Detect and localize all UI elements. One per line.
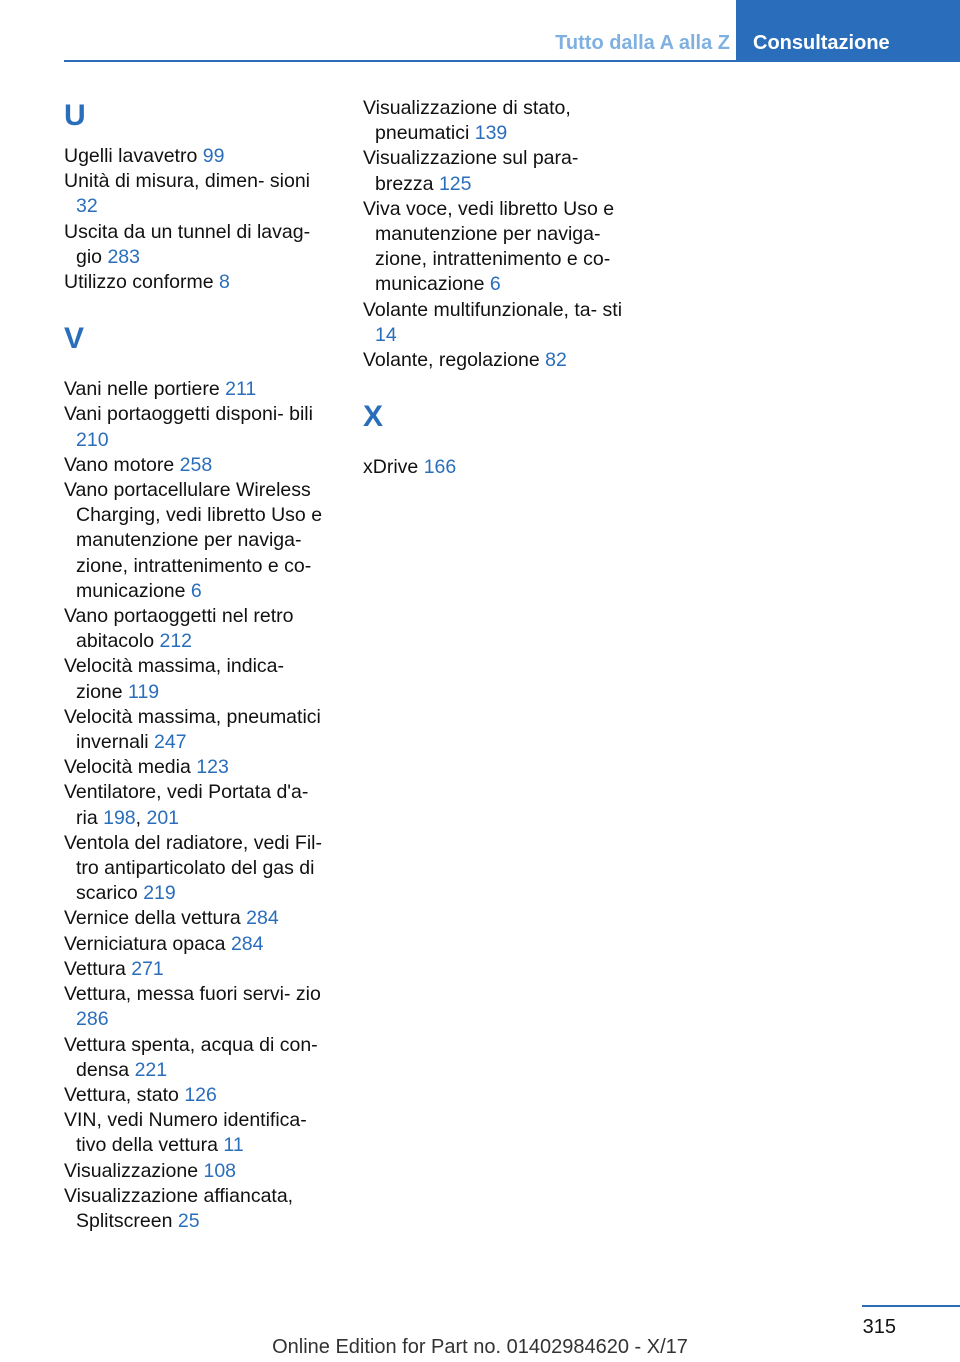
index-entry — [64, 1159, 334, 1184]
index-entry — [64, 270, 334, 295]
page-link[interactable]: 198 — [103, 806, 136, 829]
page-link[interactable]: 14 — [375, 323, 397, 346]
index-group — [363, 391, 633, 480]
entry-text: Vettura — [64, 957, 126, 980]
entry-text: Visualizzazione di stato, pneumatici — [363, 97, 571, 145]
entry-text: VIN, vedi Numero identifica‐ tivo della vettura — [64, 1109, 307, 1157]
index-entry — [64, 654, 334, 704]
entry-text: Volante multifunzionale, ta‐ sti — [363, 298, 623, 321]
page-link[interactable]: 201 — [146, 806, 180, 829]
entry-text: Ventola del radiatore, vedi Fil‐ tro antiparticolato del gas di scarico — [64, 831, 322, 905]
entry-text: xDrive — [363, 456, 419, 479]
page-link[interactable]: 258 — [179, 453, 213, 476]
index-entry — [64, 377, 334, 402]
index-entry: Ventilatore, vedi Portata d'a‐ ria 198, 201 — [64, 781, 309, 829]
page-number-rule — [862, 1305, 960, 1307]
index-entry — [363, 348, 633, 373]
entry-text: Visualizzazione sul para‐ brezza — [363, 147, 579, 195]
index-entry — [64, 982, 334, 1032]
index-entry — [64, 932, 334, 957]
index-entry — [64, 906, 334, 931]
index-entry — [64, 831, 334, 907]
index-entry — [64, 1108, 334, 1158]
page-link[interactable]: 125 — [438, 172, 472, 195]
entry-text: Visualizzazione — [64, 1159, 199, 1182]
index-entry — [64, 453, 334, 478]
page-link[interactable]: 11 — [223, 1134, 244, 1157]
entry-text: Velocità massima, indica‐ zione — [64, 655, 285, 703]
index-entry — [363, 146, 633, 196]
index-column-right — [363, 96, 633, 498]
index-entry — [64, 402, 334, 452]
entry-text: Vani nelle portiere — [64, 378, 220, 401]
index-entry — [64, 169, 334, 219]
index-entry — [64, 755, 334, 780]
chapter-tab: Consultazione — [736, 0, 960, 61]
index-entry — [64, 1184, 334, 1234]
edition-footer: Online Edition for Part no. 01402984620 - X/17 — [272, 1336, 688, 1358]
page-link[interactable]: 221 — [134, 1058, 168, 1081]
entry-text: Verniciatura opaca — [64, 932, 226, 955]
page-link[interactable]: 99 — [202, 145, 225, 167]
index-entry — [64, 1083, 334, 1108]
index-entry — [363, 96, 633, 146]
index-column-left — [64, 96, 334, 1252]
page-link[interactable]: 32 — [76, 195, 98, 218]
index-entry — [64, 957, 334, 982]
entry-text: Unità di misura, dimen‐ sioni — [64, 170, 311, 193]
entry-text: Vettura, messa fuori servi‐ zio — [64, 983, 321, 1006]
index-letter: U — [64, 99, 86, 132]
index-entry — [64, 705, 334, 755]
entry-text: Vano portaoggetti nel retro abitacolo — [64, 605, 294, 653]
entry-text: Volante, regolazione — [363, 349, 540, 372]
entry-text: Ugelli lavavetro — [64, 145, 198, 167]
entry-text: Viva voce, vedi libretto Uso e manutenzione per naviga‐ zione, intrattenimento e co‐ municazione — [363, 197, 615, 296]
entry-text: Utilizzo conforme — [64, 271, 214, 294]
entry-text: Vettura, stato — [64, 1083, 179, 1106]
page-link[interactable]: 139 — [474, 122, 508, 145]
page-number: 315 — [862, 1316, 896, 1338]
page-link[interactable]: 8 — [218, 271, 230, 294]
entry-text: Vano portacellulare Wireless Charging, vedi libretto Uso e manutenzione per naviga‐ zione, intrattenimento e co‐ municazione — [64, 479, 323, 602]
index-entry — [64, 144, 334, 169]
index-group — [64, 313, 334, 1234]
index-entry — [64, 604, 334, 654]
entry-text: Uscita da un tunnel di lavag‐ gio — [64, 220, 311, 268]
index-entry — [64, 220, 334, 270]
page-link[interactable]: 82 — [545, 349, 567, 372]
index-entry — [363, 197, 633, 298]
page-link[interactable]: 283 — [107, 245, 140, 268]
entry-text: Vani portaoggetti disponi‐ bili — [64, 403, 313, 426]
entry-text: Visualizzazione affiancata, Splitscreen — [64, 1184, 294, 1232]
page-link[interactable]: 126 — [184, 1083, 217, 1106]
page-link[interactable]: 212 — [159, 630, 193, 653]
page-link[interactable]: 286 — [76, 1008, 109, 1031]
index-entry — [64, 478, 334, 604]
page-link[interactable]: 247 — [154, 731, 187, 754]
entry-text: Velocità media — [64, 756, 191, 779]
index-entry — [64, 1033, 334, 1083]
entry-text: Velocità massima, pneumatici invernali — [64, 705, 321, 754]
page-link[interactable]: 284 — [246, 907, 279, 930]
index-entry — [363, 455, 633, 480]
page-link[interactable]: 6 — [489, 273, 501, 296]
page-header — [0, 0, 960, 62]
page-link[interactable]: 271 — [131, 957, 164, 980]
entry-text: Vettura spenta, acqua di con‐ densa — [64, 1033, 318, 1081]
index-group — [363, 96, 633, 373]
section-title: Tutto dalla A alla Z — [555, 32, 730, 54]
page-link[interactable]: 210 — [76, 428, 109, 451]
page-link[interactable]: 166 — [423, 456, 457, 479]
page-link[interactable]: 108 — [203, 1159, 237, 1182]
index-letter: V — [64, 322, 85, 356]
index-group — [64, 96, 334, 295]
page-link[interactable]: 211 — [225, 378, 257, 401]
index-letter: X — [363, 400, 384, 434]
entry-text: Vernice della vettura — [64, 907, 241, 930]
page-link[interactable]: 123 — [196, 756, 229, 779]
page-link[interactable]: 6 — [190, 579, 202, 602]
page-link[interactable]: 119 — [128, 680, 160, 703]
page-link[interactable]: 25 — [177, 1209, 200, 1232]
page-link[interactable]: 219 — [143, 882, 176, 905]
entry-text: Ventilatore, vedi Portata d'a‐ ria — [64, 781, 309, 829]
index-entry — [363, 298, 633, 348]
entry-text: Vano motore — [64, 453, 175, 476]
page-link[interactable]: 284 — [230, 932, 264, 955]
